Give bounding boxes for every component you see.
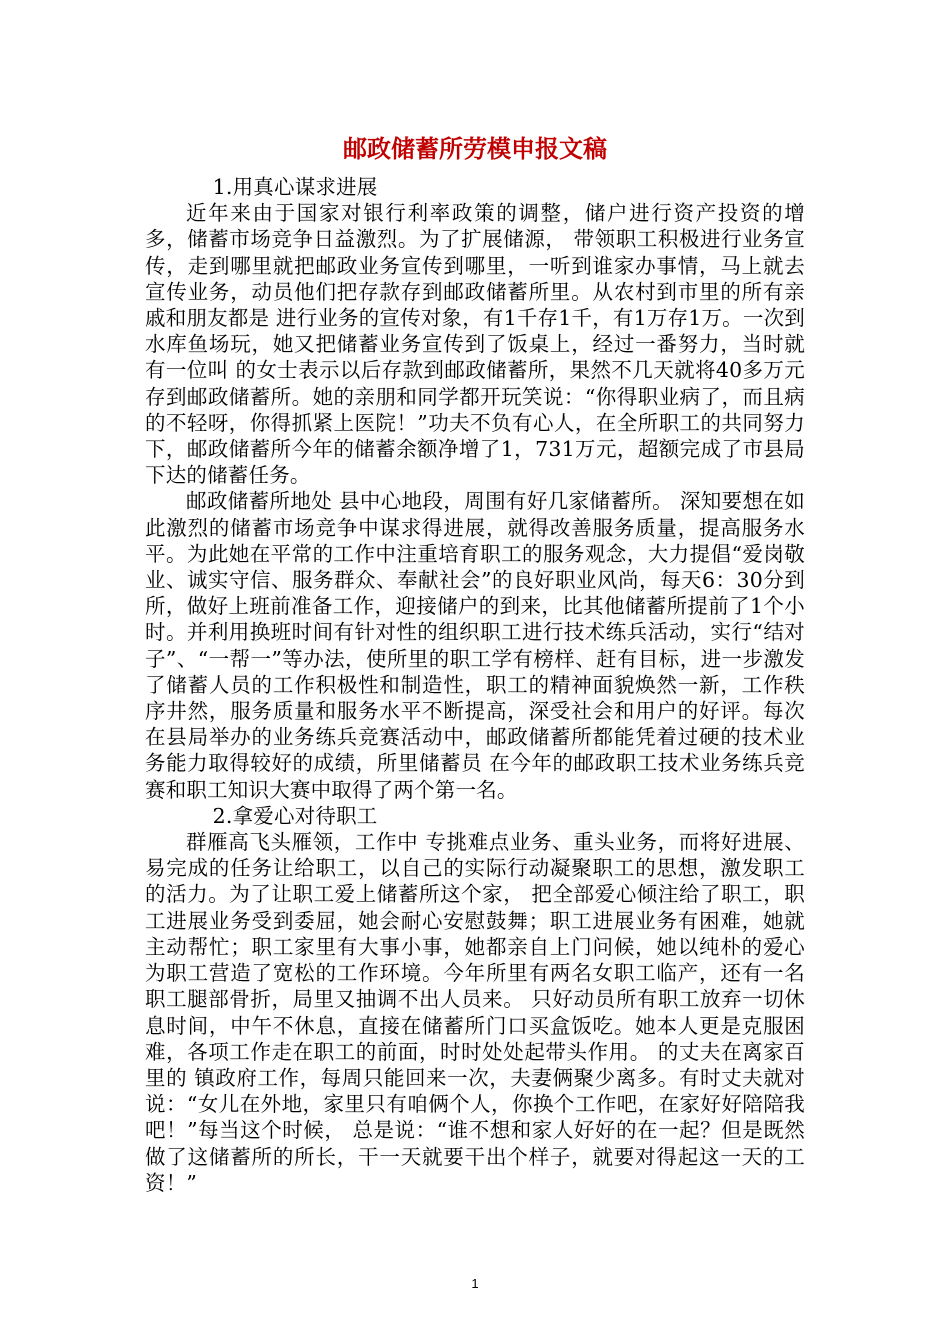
document-title: 邮政储蓄所劳模申报文稿 <box>343 135 607 163</box>
document-body <box>145 174 805 1196</box>
body-paragraph: 邮政储蓄所地处 县中心地段，周围有好几家储蓄所。 深知要想在如此激烈的储蓄市场竞争中谋求得进展，就得改善服务质量，提高服务水平。为此她在平常的工作中注重培育职工的服务观念，大力提倡“爱岗敬业、诚实守信、服务群众、奉献社会”的良好职业风尚，每天6：30分到所，做好上班前准备工作，迎接储户的到来，比其他储蓄所提前了1个小时。并利用换班时间有针对性的组织职工进行技术练兵活动，实行“结对子”、“一帮一”等办法，使所里的职工学有榜样、赶有目标，进一步激发了储蓄人员的工作积极性和制造性，职工的精神面貌焕然一新，工作秩序井然，服务质量和服务水平不断提高，深受社会和用户的好评。每次在县局举办的业务练兵竞赛活动中，邮政储蓄所都能凭着过硬的技术业务能力取得较好的成绩，所里储蓄员 在今年的邮政职工技术业务练兵竞赛和职工知识大赛中取得了两个第一名。 <box>145 489 805 802</box>
section-heading: 2.拿爱心对待职工 <box>212 803 378 828</box>
body-paragraph: 近年来由于国家对银行利率政策的调整，储户进行资产投资的增多，储蓄市场竞争日益激烈。为了扩展储源， 带领职工积极进行业务宣传，走到哪里就把邮政业务宣传到哪里，一听到谁家办事情，马上就去宣传业务，动员他们把存款存到邮政储蓄所里。从农村到市里的所有亲戚和朋友都是 进行业务的宣传对象，有1千存1千，有1万存1万。一次到 水库鱼场玩，她又把储蓄业务宣传到了饭桌上，经过一番努力，当时就有一位叫 的女士表示以后存款到邮政储蓄所，果然不几天就将40多万元存到邮政储蓄所。她的亲朋和同学都开玩笑说：“你得职业病了，而且病的不轻呀，你得抓紧上医院！”功夫不负有心人，在全所职工的共同努力下，邮政储蓄所今年的储蓄余额净增了1，731万元，超额完成了市县局下达的储蓄任务。 <box>145 201 805 488</box>
section-heading: 1.用真心谋求进展 <box>212 175 378 199</box>
page-number: 1 <box>471 1276 479 1291</box>
body-paragraph: 群雁高飞头雁领，工作中 专挑难点业务、重头业务，而将好进展、易完成的任务让给职工，以自己的实际行动凝聚职工的思想，激发职工的活力。为了让职工爱上储蓄所这个家， 把全部爱心倾注给了职工，职工进展业务受到委屈，她会耐心安慰鼓舞；职工进展业务有困难，她就主动帮忙；职工家里有大事小事，她都亲自上门问候，她以纯朴的爱心为职工营造了宽松的工作环境。今年所里有两名女职工临产，还有一名职工腿部骨折，局里又抽调不出人员来。 只好动员所有职工放弃一切休息时间，中午不休息，直接在储蓄所门口买盒饭吃。她本人更是克服困难，各项工作走在职工的前面，时时处处起带头作用。 的丈夫在离家百里的 镇政府工作，每周只能回来一次，夫妻俩聚少离多。有时丈夫就对 说：“女儿在外地，家里只有咱俩个人，你换个工作吧，在家好好陪陪我吧！”每当这个时候， 总是说：“谁不想和家人好好的在一起？但是既然做了这储蓄所的所长，干一天就要干出个样子，就要对得起这一天的工资！” <box>145 830 805 1195</box>
